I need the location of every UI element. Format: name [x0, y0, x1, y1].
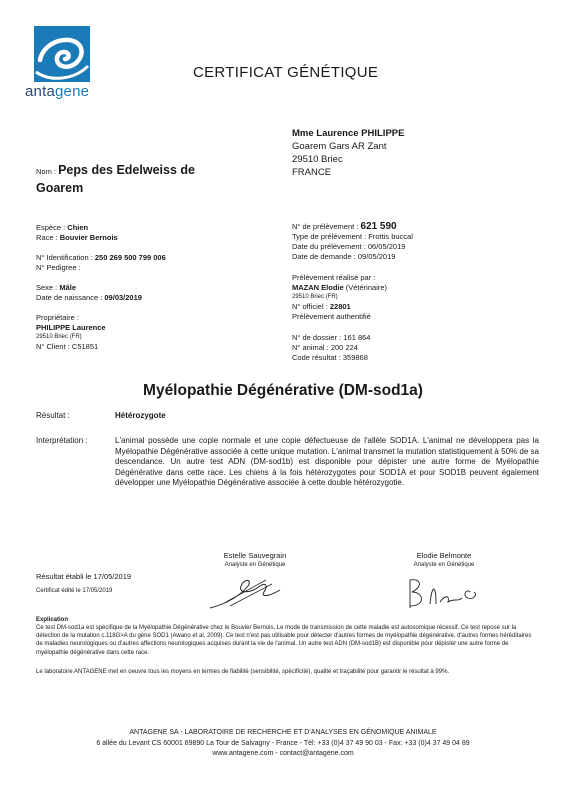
species-value: Chien — [67, 223, 89, 232]
breed-value: Bouvier Bernois — [59, 233, 118, 242]
analyst-2-role: Analyste en Génétique — [413, 562, 475, 568]
lab-note: Le laboratoire ANTAGENE met en oeuvre tous les moyens en termes de fiabilité (sensibilité, spécificité), qualité et traçabilité pour garantir le résultat à 99%. — [36, 669, 450, 675]
species-label: Espèce : — [36, 223, 68, 232]
animal-name-value: Peps des Edelweiss de — [58, 163, 195, 177]
birth-value: 09/03/2019 — [104, 293, 142, 302]
owner-city: 29510 Briec (FR) — [36, 334, 82, 340]
addressee-block — [292, 127, 404, 179]
result-code: Code résultat : 359868 — [292, 353, 368, 362]
official-label: N° officiel : — [292, 302, 330, 311]
result-label: Résultat : — [36, 411, 70, 420]
breed-label: Race : — [36, 233, 60, 242]
animal-name-label: Nom : — [36, 167, 59, 176]
analyst-2-name: Elodie Belmonte — [416, 551, 472, 560]
result-established-date: Résultat établi le 17/05/2019 — [36, 572, 132, 581]
addressee-name: Mme Laurence PHILIPPE — [292, 128, 405, 139]
sample-authenticated: Prélèvement authentifié — [292, 312, 371, 321]
sampled-by-label: Prélèvement réalisé par : — [292, 273, 376, 282]
footer-line1: ANTAGENE SA - LABORATOIRE DE RECHERCHE ET D'ANALYSES EN GÉNOMIQUE ANIMALE — [129, 729, 437, 736]
sex-label: Sexe : — [36, 283, 60, 292]
page-title: CERTIFICAT GÉNÉTIQUE — [193, 64, 379, 81]
animal-name-block — [36, 161, 256, 197]
official-value: 22801 — [329, 302, 351, 311]
request-date: Date de demande : 09/05/2019 — [292, 252, 396, 261]
addressee-line2: 29510 Briec — [292, 154, 343, 165]
sample-details — [292, 222, 413, 363]
explication-title: Explication — [36, 617, 69, 623]
sample-type: Type de prélèvement : Frottis buccal — [292, 232, 413, 241]
animal-name-value-2: Goarem — [36, 181, 84, 195]
footer-line3: www.antagene.com - contact@antagene.com — [212, 750, 354, 757]
id-label: N° Identification : — [36, 253, 95, 262]
signature-1-icon — [206, 574, 286, 614]
animal-details — [36, 223, 166, 352]
id-value: 250 269 500 799 006 — [94, 253, 166, 262]
result-value: Hétérozygote — [115, 411, 166, 420]
explication-text: Ce test DM-sod1a est spécifique de la Myélopathie Dégénérative chez le Bouvier Bernois. Le mode de transmission de cette maladie est autosomique récessif. Ce test repose sur la détection de la mutation c.118G>A du gène SOD1 (Awano et al. 2009). Ce test n'est pas utilisable pour détecter d'autres formes de myélopathie dégénérative, d'autres formes héréditaires de maladies neurologiques ou d'autres affections neurologiques acquises durant la vie de l'animal. Un autre test ADN (DM-sod1B) est disponible pour dépister une autre forme de myélopathie dégénérative dans cette race. — [36, 625, 532, 656]
dossier-number: N° de dossier : 161 864 — [292, 333, 371, 342]
owner-name: PHILIPPE Laurence — [36, 323, 106, 332]
vet-city: 29510 Briec (FR) — [292, 294, 338, 300]
owner-label: Propriétaire : — [36, 313, 79, 322]
analyst-1-name: Estelle Sauvegrain — [223, 551, 287, 560]
interpretation-text: L'animal possède une copie normale et une copie défectueuse de l'allèle SOD1A. L'animal ne développera pas la Myélopathie Dégénérative associée à cette unique mutation. L'animal transmet la mutation statistiquement à 50% de sa descendance. Un autre test ADN (DM-sod1b) est disponible pour dépister une autre forme de Myélopathie Dégénérative dans cette race. Les chiens à la fois hétérozygotes pour SOD1A et pour SOD1B peuvent également développer une Myélopathie Dégénérative associée à cette double hétérozygotie. — [115, 436, 539, 488]
antagene-logo — [22, 26, 102, 106]
vet-role: (Vétérinaire) — [343, 283, 388, 292]
sex-value: Mâle — [59, 283, 77, 292]
logo-wordmark: antagene — [25, 83, 90, 100]
analyst-1-role: Analyste en Génétique — [224, 562, 286, 568]
animal-number: N° animal : 200 224 — [292, 343, 358, 352]
certificate-edited-date: Certificat édité le 17/05/2019 — [36, 588, 113, 594]
analyst-2 — [389, 551, 499, 569]
signature-2-icon — [404, 574, 484, 614]
vet-name: MAZAN Elodie — [292, 283, 344, 292]
client-number: N° Client : C51851 — [36, 342, 99, 351]
pedigree-label: N° Pedigree : — [36, 263, 81, 272]
interpretation-label: Interprétation : — [36, 436, 88, 445]
sample-number-label: N° de prélèvement : — [292, 222, 361, 231]
footer — [0, 728, 566, 760]
sample-number-value: 621 590 — [360, 221, 397, 232]
footer-line2: 6 allée du Levant CS 60001 69890 La Tour de Salvagny - France - Tél: +33 (0)4 37 49 90 03 - Fax: +33 (0)4 37 49 04 89 — [96, 739, 470, 747]
logo-mark-icon — [34, 26, 90, 82]
sample-date: Date du prélèvement : 06/05/2019 — [292, 242, 406, 251]
test-title: Myélopathie Dégénérative (DM-sod1a) — [143, 382, 423, 399]
addressee-line1: Goarem Gars AR Zant — [292, 141, 387, 152]
birth-label: Date de naissance : — [36, 293, 105, 302]
addressee-line3: FRANCE — [292, 167, 332, 178]
analyst-1 — [200, 551, 310, 569]
